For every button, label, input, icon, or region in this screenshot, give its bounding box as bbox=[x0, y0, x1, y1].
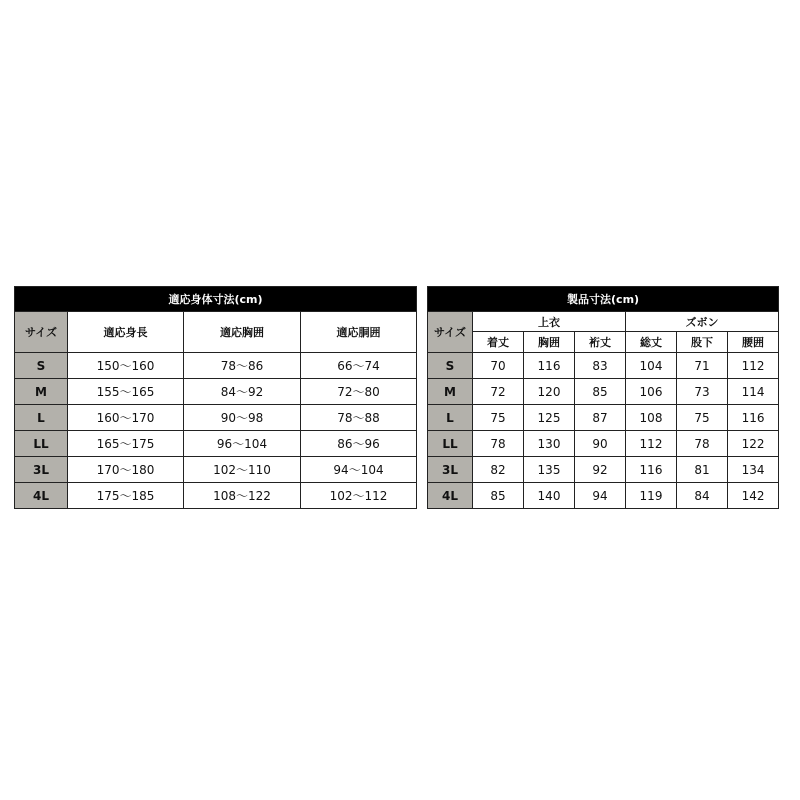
table-cell: 155〜165 bbox=[68, 379, 184, 405]
size-label: L bbox=[428, 405, 473, 431]
group-header-jacket: 上衣 bbox=[473, 312, 626, 332]
product-col-header: 着丈 bbox=[473, 332, 524, 353]
table-cell: 102〜112 bbox=[301, 483, 417, 509]
table-cell: 108 bbox=[626, 405, 677, 431]
table-cell: 175〜185 bbox=[68, 483, 184, 509]
table-cell: 112 bbox=[728, 353, 779, 379]
table-cell: 70 bbox=[473, 353, 524, 379]
table-cell: 75 bbox=[473, 405, 524, 431]
table-cell: 114 bbox=[728, 379, 779, 405]
body-col-header: 適応胴囲 bbox=[301, 312, 417, 353]
table-cell: 78〜86 bbox=[184, 353, 301, 379]
table-cell: 106 bbox=[626, 379, 677, 405]
table-row bbox=[15, 353, 417, 379]
table-row bbox=[15, 483, 417, 509]
table-cell: 83 bbox=[575, 353, 626, 379]
table-cell: 102〜110 bbox=[184, 457, 301, 483]
table-cell: 90〜98 bbox=[184, 405, 301, 431]
table-row bbox=[428, 457, 779, 483]
size-label: LL bbox=[15, 431, 68, 457]
body-size-table bbox=[14, 286, 417, 509]
table-cell: 150〜160 bbox=[68, 353, 184, 379]
table-cell: 78〜88 bbox=[301, 405, 417, 431]
size-label: S bbox=[428, 353, 473, 379]
table-row bbox=[15, 379, 417, 405]
table-row bbox=[428, 405, 779, 431]
table-cell: 165〜175 bbox=[68, 431, 184, 457]
body-size-table-title: 適応身体寸法(cm) bbox=[15, 287, 417, 312]
table-cell: 116 bbox=[728, 405, 779, 431]
table-cell: 122 bbox=[728, 431, 779, 457]
table-cell: 71 bbox=[677, 353, 728, 379]
size-label: M bbox=[15, 379, 68, 405]
table-cell: 84 bbox=[677, 483, 728, 509]
product-size-table-title: 製品寸法(cm) bbox=[428, 287, 779, 312]
table-row bbox=[15, 405, 417, 431]
product-col-header: 腰囲 bbox=[728, 332, 779, 353]
table-cell: 85 bbox=[473, 483, 524, 509]
body-size-header: サイズ bbox=[15, 312, 68, 353]
size-label: M bbox=[428, 379, 473, 405]
table-cell: 94〜104 bbox=[301, 457, 417, 483]
table-cell: 104 bbox=[626, 353, 677, 379]
table-cell: 135 bbox=[524, 457, 575, 483]
table-cell: 87 bbox=[575, 405, 626, 431]
size-label: L bbox=[15, 405, 68, 431]
size-label: LL bbox=[428, 431, 473, 457]
body-col-header: 適応身長 bbox=[68, 312, 184, 353]
table-cell: 81 bbox=[677, 457, 728, 483]
table-row bbox=[15, 431, 417, 457]
table-cell: 120 bbox=[524, 379, 575, 405]
product-col-header: 胸囲 bbox=[524, 332, 575, 353]
table-cell: 72 bbox=[473, 379, 524, 405]
table-row bbox=[428, 431, 779, 457]
table-cell: 125 bbox=[524, 405, 575, 431]
product-col-header: 股下 bbox=[677, 332, 728, 353]
table-cell: 112 bbox=[626, 431, 677, 457]
table-cell: 96〜104 bbox=[184, 431, 301, 457]
table-cell: 116 bbox=[626, 457, 677, 483]
table-cell: 130 bbox=[524, 431, 575, 457]
table-cell: 90 bbox=[575, 431, 626, 457]
table-cell: 78 bbox=[473, 431, 524, 457]
table-cell: 134 bbox=[728, 457, 779, 483]
table-cell: 82 bbox=[473, 457, 524, 483]
table-cell: 66〜74 bbox=[301, 353, 417, 379]
table-cell: 73 bbox=[677, 379, 728, 405]
table-cell: 142 bbox=[728, 483, 779, 509]
table-cell: 170〜180 bbox=[68, 457, 184, 483]
table-cell: 75 bbox=[677, 405, 728, 431]
size-label: 4L bbox=[428, 483, 473, 509]
table-row bbox=[15, 457, 417, 483]
table-cell: 85 bbox=[575, 379, 626, 405]
size-label: 3L bbox=[428, 457, 473, 483]
table-cell: 92 bbox=[575, 457, 626, 483]
body-col-header: 適応胸囲 bbox=[184, 312, 301, 353]
table-cell: 116 bbox=[524, 353, 575, 379]
table-cell: 94 bbox=[575, 483, 626, 509]
table-cell: 84〜92 bbox=[184, 379, 301, 405]
product-col-header: 総丈 bbox=[626, 332, 677, 353]
table-cell: 108〜122 bbox=[184, 483, 301, 509]
product-col-header: 裄丈 bbox=[575, 332, 626, 353]
table-row bbox=[428, 353, 779, 379]
size-label: 4L bbox=[15, 483, 68, 509]
table-cell: 72〜80 bbox=[301, 379, 417, 405]
table-row bbox=[428, 483, 779, 509]
table-cell: 119 bbox=[626, 483, 677, 509]
product-size-header: サイズ bbox=[428, 312, 473, 353]
table-cell: 140 bbox=[524, 483, 575, 509]
table-row bbox=[428, 379, 779, 405]
product-size-table bbox=[427, 286, 779, 509]
size-label: S bbox=[15, 353, 68, 379]
size-label: 3L bbox=[15, 457, 68, 483]
table-cell: 78 bbox=[677, 431, 728, 457]
group-header-trousers: ズボン bbox=[626, 312, 779, 332]
table-cell: 160〜170 bbox=[68, 405, 184, 431]
table-cell: 86〜96 bbox=[301, 431, 417, 457]
